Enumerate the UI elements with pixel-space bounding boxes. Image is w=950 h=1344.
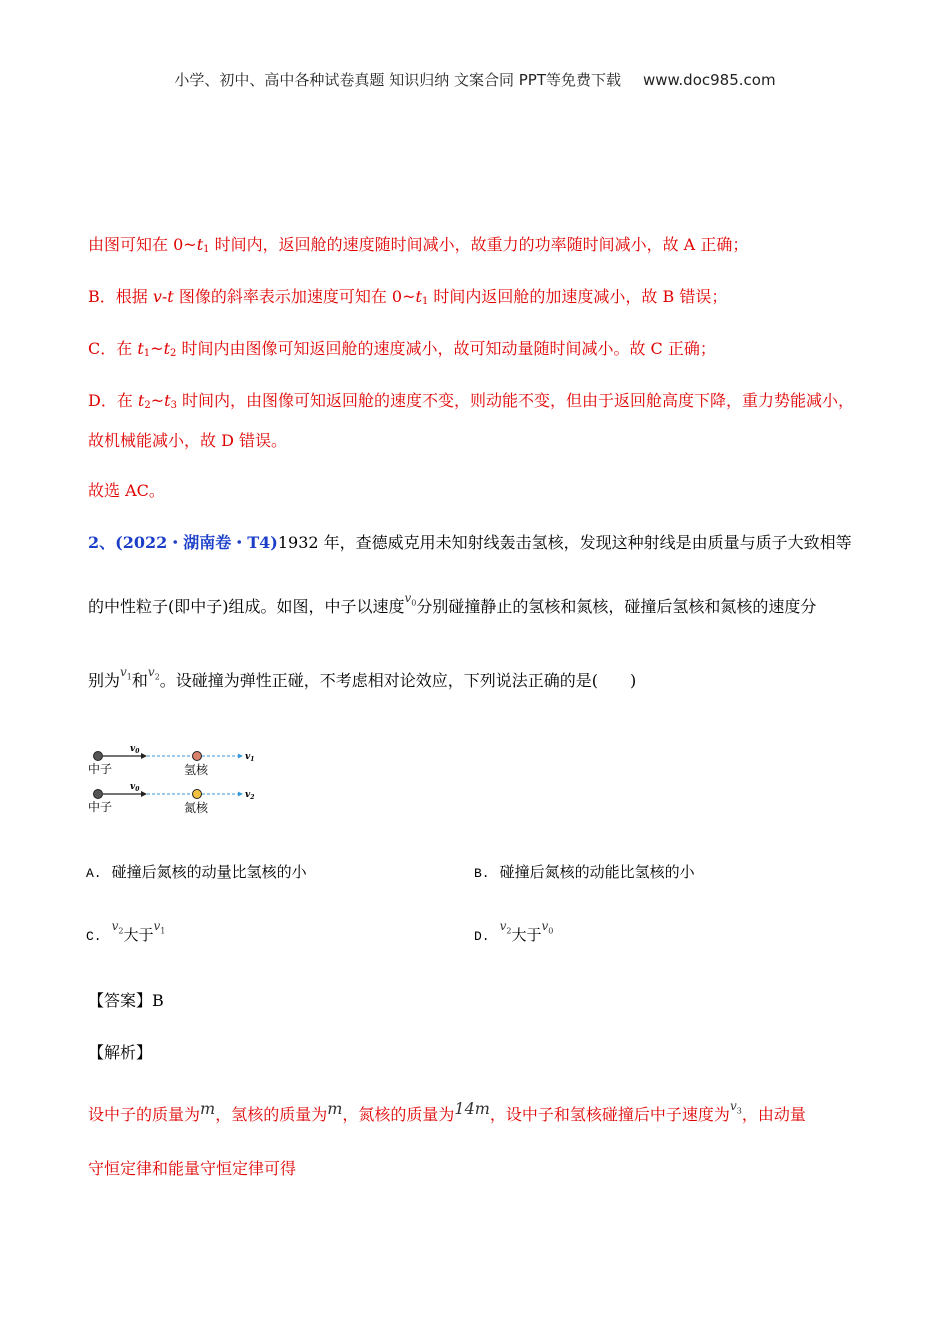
header-text: 小学、初中、高中各种试卷真题 知识归纳 文案合同 PPT等免费下载 xyxy=(174,71,621,89)
v1-arrowhead xyxy=(238,754,243,759)
neutron-label-1: 中子 xyxy=(88,762,113,776)
v0-arrowhead-2 xyxy=(141,791,147,797)
question-line-1: 2、(2022・湖南卷・T4)1932 年，查德威克用未知射线轰击氢核，发现这种射线是由质量与质子大致相等 xyxy=(88,533,852,552)
analysis-line-c: C．在 $t_1\sim t_2$ 时间内由图像可知返回舱的速度减小，故可知动量随时间减小。故 C 正确； xyxy=(88,339,716,359)
v2-arrowhead xyxy=(238,792,243,797)
header-site[interactable]: www.doc985.com xyxy=(642,71,776,89)
answer-label: 【答案】B xyxy=(88,991,164,1010)
question-line-2: 的中性粒子(即中子)组成。如图，中子以速度$v_0$分别碰撞静止的氢核和氮核，碰撞后氢核和氮核的速度分 xyxy=(88,591,817,616)
hydrogen-label: 氢核 xyxy=(184,763,209,777)
neutron-label-2: 中子 xyxy=(88,800,113,814)
collision-diagram xyxy=(86,738,266,818)
analysis-label: 【解析】 xyxy=(88,1043,153,1062)
v1-label: $v_1$ xyxy=(245,752,255,763)
question-line-3: 别为$v_1$和$v_2$。设碰撞为弹性正碰，不考虑相对论效应，下列说法正确的是( ) xyxy=(88,665,637,690)
v0-label-1: $v_0$ xyxy=(130,744,140,755)
hydrogen-dot xyxy=(193,752,202,761)
v2-label: $v_2$ xyxy=(245,790,255,801)
option-c[interactable]: $C.v_2$大于$v_1$ xyxy=(86,919,166,944)
analysis-line-d: D．在 $t_2\sim t_3$ 时间内，由图像可知返回舱的速度不变，则动能不变，但由于返回舱高度下降，重力势能减小， xyxy=(88,391,855,411)
answer-line-1: 设中子的质量为m，氢核的质量为m，氮核的质量为14m，设中子和氢核碰撞后中子速度为$v_3$，由动量 xyxy=(88,1099,806,1124)
v0-label-2: $v_0$ xyxy=(130,782,140,793)
option-b[interactable]: B. 碰撞后氮核的动能比氢核的小 xyxy=(474,863,695,881)
answer-line-2: 守恒定律和能量守恒定律可得 xyxy=(88,1159,297,1178)
v0-arrowhead-1 xyxy=(141,753,147,759)
nitrogen-label: 氮核 xyxy=(184,801,209,815)
question-number: 2、 xyxy=(88,533,116,552)
neutron-dot-2 xyxy=(94,790,103,799)
analysis-conclusion: 故选 AC。 xyxy=(88,481,165,500)
neutron-dot-1 xyxy=(94,752,103,761)
question-source: (2022・湖南卷・T4) xyxy=(115,533,278,552)
analysis-line-d2: 故机械能减小，故 D 错误。 xyxy=(88,431,288,450)
option-a[interactable]: A. 碰撞后氮核的动量比氢核的小 xyxy=(86,863,307,881)
option-d[interactable]: $D.v_2$大于$v_0$ xyxy=(474,919,554,944)
nitrogen-dot xyxy=(193,790,202,799)
analysis-line-b: B．根据 v-t 图像的斜率表示加速度可知在 $0\sim t_1$ 时间内返回舱的加速度减小，故 B 错误； xyxy=(88,287,728,307)
analysis-line-a: 由图可知在 $0\sim t_1$ 时间内，返回舱的速度随时间减小，故重力的功率随时间减小，故 A 正确； xyxy=(88,235,749,255)
page-header xyxy=(0,69,950,90)
